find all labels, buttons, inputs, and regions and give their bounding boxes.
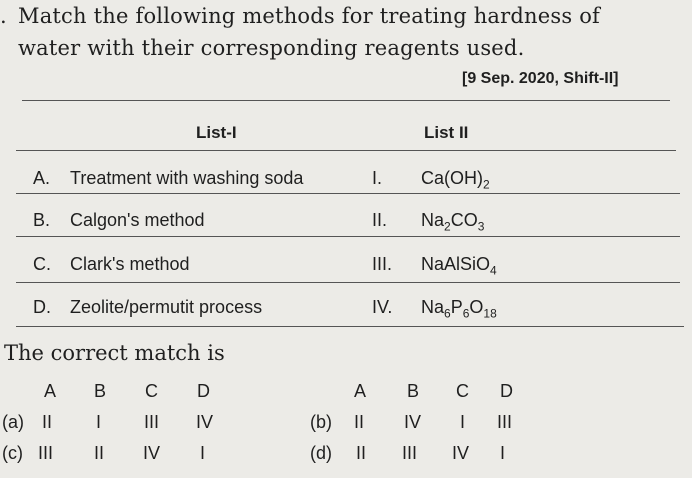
- option-c-val-d: I: [200, 443, 206, 463]
- option-b-val-b: IV: [404, 412, 422, 432]
- option-c-val-a: III: [38, 443, 54, 463]
- col1-header: List-I: [196, 123, 237, 142]
- table-header-rule: [16, 150, 676, 151]
- opt-header-left-b: B: [94, 381, 107, 401]
- option-a-val-d: IV: [196, 412, 214, 432]
- option-d-val-a: II: [356, 443, 367, 463]
- table-bottom-rule: [16, 326, 684, 327]
- row-b-roman: II.: [372, 210, 388, 230]
- opt-header-right-c: C: [456, 381, 469, 401]
- opt-header-left-c: C: [145, 381, 158, 401]
- row-divider-3: [16, 282, 680, 283]
- opt-header-right-b: B: [407, 381, 420, 401]
- option-a-val-a: II: [42, 412, 53, 432]
- row-b-method: Calgon's method: [70, 210, 205, 230]
- opt-header-left-a: A: [44, 381, 57, 401]
- question-bullet: .: [0, 4, 7, 28]
- row-d-method: Zeolite/permutit process: [70, 297, 263, 317]
- option-a-val-c: III: [144, 412, 160, 432]
- row-c-method: Clark's method: [70, 254, 190, 274]
- prompt-text: The correct match is: [4, 341, 225, 365]
- option-c-label[interactable]: (c): [2, 443, 23, 463]
- option-b-val-a: II: [354, 412, 365, 432]
- option-b-val-d: III: [497, 412, 513, 432]
- row-a-roman: I.: [372, 168, 383, 188]
- row-a-label: A.: [33, 168, 51, 188]
- question-line-1: Match the following methods for treating hardness of: [18, 4, 601, 28]
- row-c-label: C.: [33, 254, 51, 274]
- row-a-reagent: $Ca(OH)_2$: [421, 168, 490, 192]
- row-b-label: B.: [33, 210, 51, 230]
- row-b-reagent: $Na_2CO_3$: [421, 210, 485, 234]
- row-divider-1: [16, 193, 680, 194]
- option-c-val-b: II: [94, 443, 105, 463]
- row-divider-2: [16, 236, 680, 237]
- option-d-val-d: I: [500, 443, 506, 463]
- question-source: [9 Sep. 2020, Shift-II]: [462, 70, 619, 87]
- row-d-roman: IV.: [372, 297, 393, 317]
- option-d-label[interactable]: (d): [310, 443, 332, 463]
- row-a-method: Treatment with washing soda: [70, 168, 304, 188]
- option-b-label[interactable]: (b): [310, 412, 332, 432]
- option-a-label[interactable]: (a): [2, 412, 24, 432]
- option-b-val-c: I: [460, 412, 466, 432]
- row-c-reagent: NaAlSiO$_4$: [421, 254, 497, 278]
- option-d-val-b: III: [402, 443, 418, 463]
- row-d-reagent: $Na_6P_6O_{18}$: [421, 297, 497, 321]
- option-a-val-b: I: [96, 412, 102, 432]
- opt-header-right-d: D: [500, 381, 513, 401]
- row-d-label: D.: [33, 297, 51, 317]
- row-c-roman: III.: [372, 254, 393, 274]
- option-c-val-c: IV: [143, 443, 161, 463]
- opt-header-right-a: A: [354, 381, 367, 401]
- table-top-rule: [22, 100, 670, 101]
- option-d-val-c: IV: [452, 443, 470, 463]
- question-line-2: water with their corresponding reagents used.: [18, 36, 525, 60]
- col2-header: List II: [424, 123, 469, 142]
- opt-header-left-d: D: [197, 381, 210, 401]
